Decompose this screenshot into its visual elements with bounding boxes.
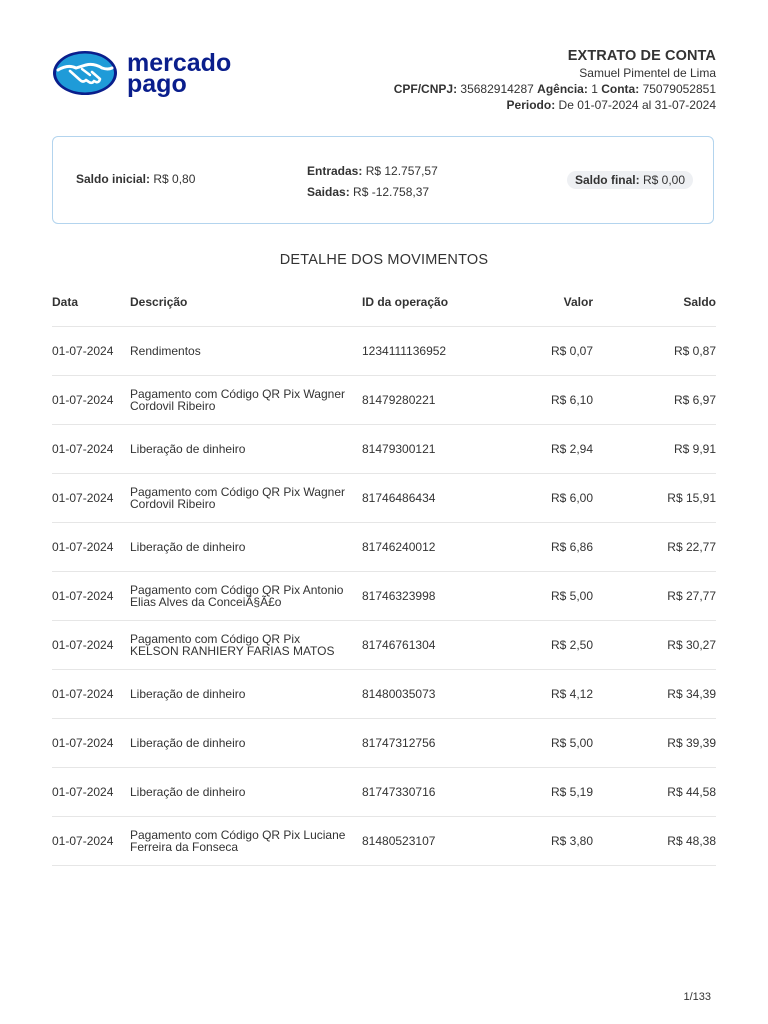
mercado-pago-logo [52,46,242,100]
row-value: R$ 5,19 [550,785,593,799]
row-date: 01-07-2024 [52,736,114,750]
row-balance: R$ 39,39 [667,736,716,750]
table-row [52,523,716,572]
conta-value: 75079052851 [642,82,716,96]
row-date: 01-07-2024 [52,344,114,358]
row-description-line1: Liberação de dinheiro [130,442,246,456]
row-description [130,327,362,375]
periodo-label: Periodo: [506,98,556,112]
row-balance: R$ 15,91 [667,491,716,505]
row-date: 01-07-2024 [52,638,114,652]
row-description [130,523,362,571]
row-description [130,817,362,865]
row-description-line2: KELSON RANHIERY FARIAS MATOS [130,644,335,658]
header-balance: Saldo [683,295,716,309]
row-description-line1: Rendimentos [130,344,201,358]
cpf-label: CPF/CNPJ: [393,82,458,96]
row-description-line1: Pagamento com Código QR Pix [130,632,301,646]
movements-table [52,278,716,866]
row-value: R$ 4,12 [550,687,593,701]
row-description-line1: Liberação de dinheiro [130,540,246,554]
row-value: R$ 6,00 [550,491,593,505]
row-operation-id: 81480035073 [362,687,436,701]
row-description-line2: Cordovil Ribeiro [130,399,216,413]
saidas [307,182,438,203]
header-value: Valor [563,295,593,309]
statement-period [394,97,716,113]
table-row [52,376,716,425]
table-row [52,621,716,670]
row-balance: R$ 9,91 [673,442,716,456]
conta-label: Conta: [601,82,640,96]
row-value: R$ 2,94 [550,442,593,456]
logo-text-mercado: mercado [127,49,232,77]
table-row [52,425,716,474]
table-row [52,327,716,376]
saldo-final-label: Saldo final: [574,173,640,187]
movements-totals [307,161,438,203]
row-balance: R$ 30,27 [667,638,716,652]
row-date: 01-07-2024 [52,785,114,799]
row-operation-id: 81479280221 [362,393,436,407]
row-value: R$ 5,00 [550,736,593,750]
section-title: DETALHE DOS MOVIMENTOS [279,252,489,268]
saldo-inicial [76,172,195,186]
table-row [52,817,716,866]
row-balance: R$ 34,39 [667,687,716,701]
balance-summary [52,136,714,224]
row-operation-id: 81747330716 [362,785,436,799]
row-operation-id: 81746323998 [362,589,436,603]
row-description [130,376,362,424]
row-description-line1: Pagamento com Código QR Pix Luciane [130,828,346,842]
row-operation-id: 81746240012 [362,540,436,554]
table-row [52,768,716,817]
header-operation-id: ID da operação [362,295,449,309]
saldo-final-value: R$ 0,00 [642,173,685,187]
entradas-value: R$ 12.757,57 [365,164,438,178]
table-row [52,719,716,768]
account-holder-name: Samuel Pimentel de Lima [579,66,716,80]
row-balance: R$ 27,77 [667,589,716,603]
row-date: 01-07-2024 [52,834,114,848]
row-description-line2: Elias Alves da ConceiÃ§Ã£o [130,595,282,609]
page-number: 1/133 [683,991,711,1003]
row-value: R$ 2,50 [550,638,593,652]
header-date: Data [52,295,79,309]
row-balance: R$ 44,58 [667,785,716,799]
row-value: R$ 5,00 [550,589,593,603]
row-balance: R$ 0,87 [673,344,716,358]
row-operation-id: 81747312756 [362,736,436,750]
row-description-line1: Pagamento com Código QR Pix Antonio [130,583,344,597]
row-value: R$ 3,80 [550,834,593,848]
logo-text-pago: pago [127,70,187,98]
row-date: 01-07-2024 [52,540,114,554]
row-description [130,670,362,718]
row-date: 01-07-2024 [52,442,114,456]
row-description [130,719,362,767]
saidas-label: Saidas: [307,185,350,199]
handshake-icon [52,46,242,100]
row-description-line1: Liberação de dinheiro [130,687,246,701]
row-balance: R$ 48,38 [667,834,716,848]
row-description [130,768,362,816]
header-description: Descrição [130,295,188,309]
table-row [52,474,716,523]
row-operation-id: 81746761304 [362,638,436,652]
row-date: 01-07-2024 [52,589,114,603]
row-description-line1: Liberação de dinheiro [130,785,246,799]
row-balance: R$ 22,77 [667,540,716,554]
account-header [394,48,716,113]
cpf-value: 35682914287 [460,82,534,96]
row-description [130,572,362,620]
periodo-value: De 01-07-2024 al 31-07-2024 [558,98,716,112]
row-description-line1: Pagamento com Código QR Pix Wagner [130,387,345,401]
row-date: 01-07-2024 [52,687,114,701]
row-balance: R$ 6,97 [673,393,716,407]
row-value: R$ 6,10 [550,393,593,407]
row-operation-id: 1234111136952 [362,344,447,358]
entradas-label: Entradas: [307,164,363,178]
row-operation-id: 81479300121 [362,442,436,456]
row-description-line2: Ferreira da Fonseca [130,840,239,854]
saidas-value: R$ -12.758,37 [353,185,430,199]
row-description [130,425,362,473]
agencia-label: Agência: [537,82,588,96]
row-operation-id: 81746486434 [362,491,436,505]
agencia-value: 1 [591,82,598,96]
row-description-line1: Liberação de dinheiro [130,736,246,750]
statement-title: EXTRATO DE CONTA [567,48,716,64]
entradas [307,161,438,182]
account-ids [394,81,716,97]
row-value: R$ 6,86 [550,540,593,554]
saldo-inicial-label: Saldo inicial: [76,172,151,186]
row-date: 01-07-2024 [52,393,114,407]
table-header [52,278,716,327]
row-description-line1: Pagamento com Código QR Pix Wagner [130,485,345,499]
row-operation-id: 81480523107 [362,834,436,848]
row-date: 01-07-2024 [52,491,114,505]
row-value: R$ 0,07 [550,344,593,358]
table-body [52,327,716,866]
saldo-inicial-value: R$ 0,80 [153,172,196,186]
row-description [130,621,362,669]
saldo-final-badge [567,171,693,189]
table-row [52,572,716,621]
row-description-line2: Cordovil Ribeiro [130,497,216,511]
row-description [130,474,362,522]
table-row [52,670,716,719]
